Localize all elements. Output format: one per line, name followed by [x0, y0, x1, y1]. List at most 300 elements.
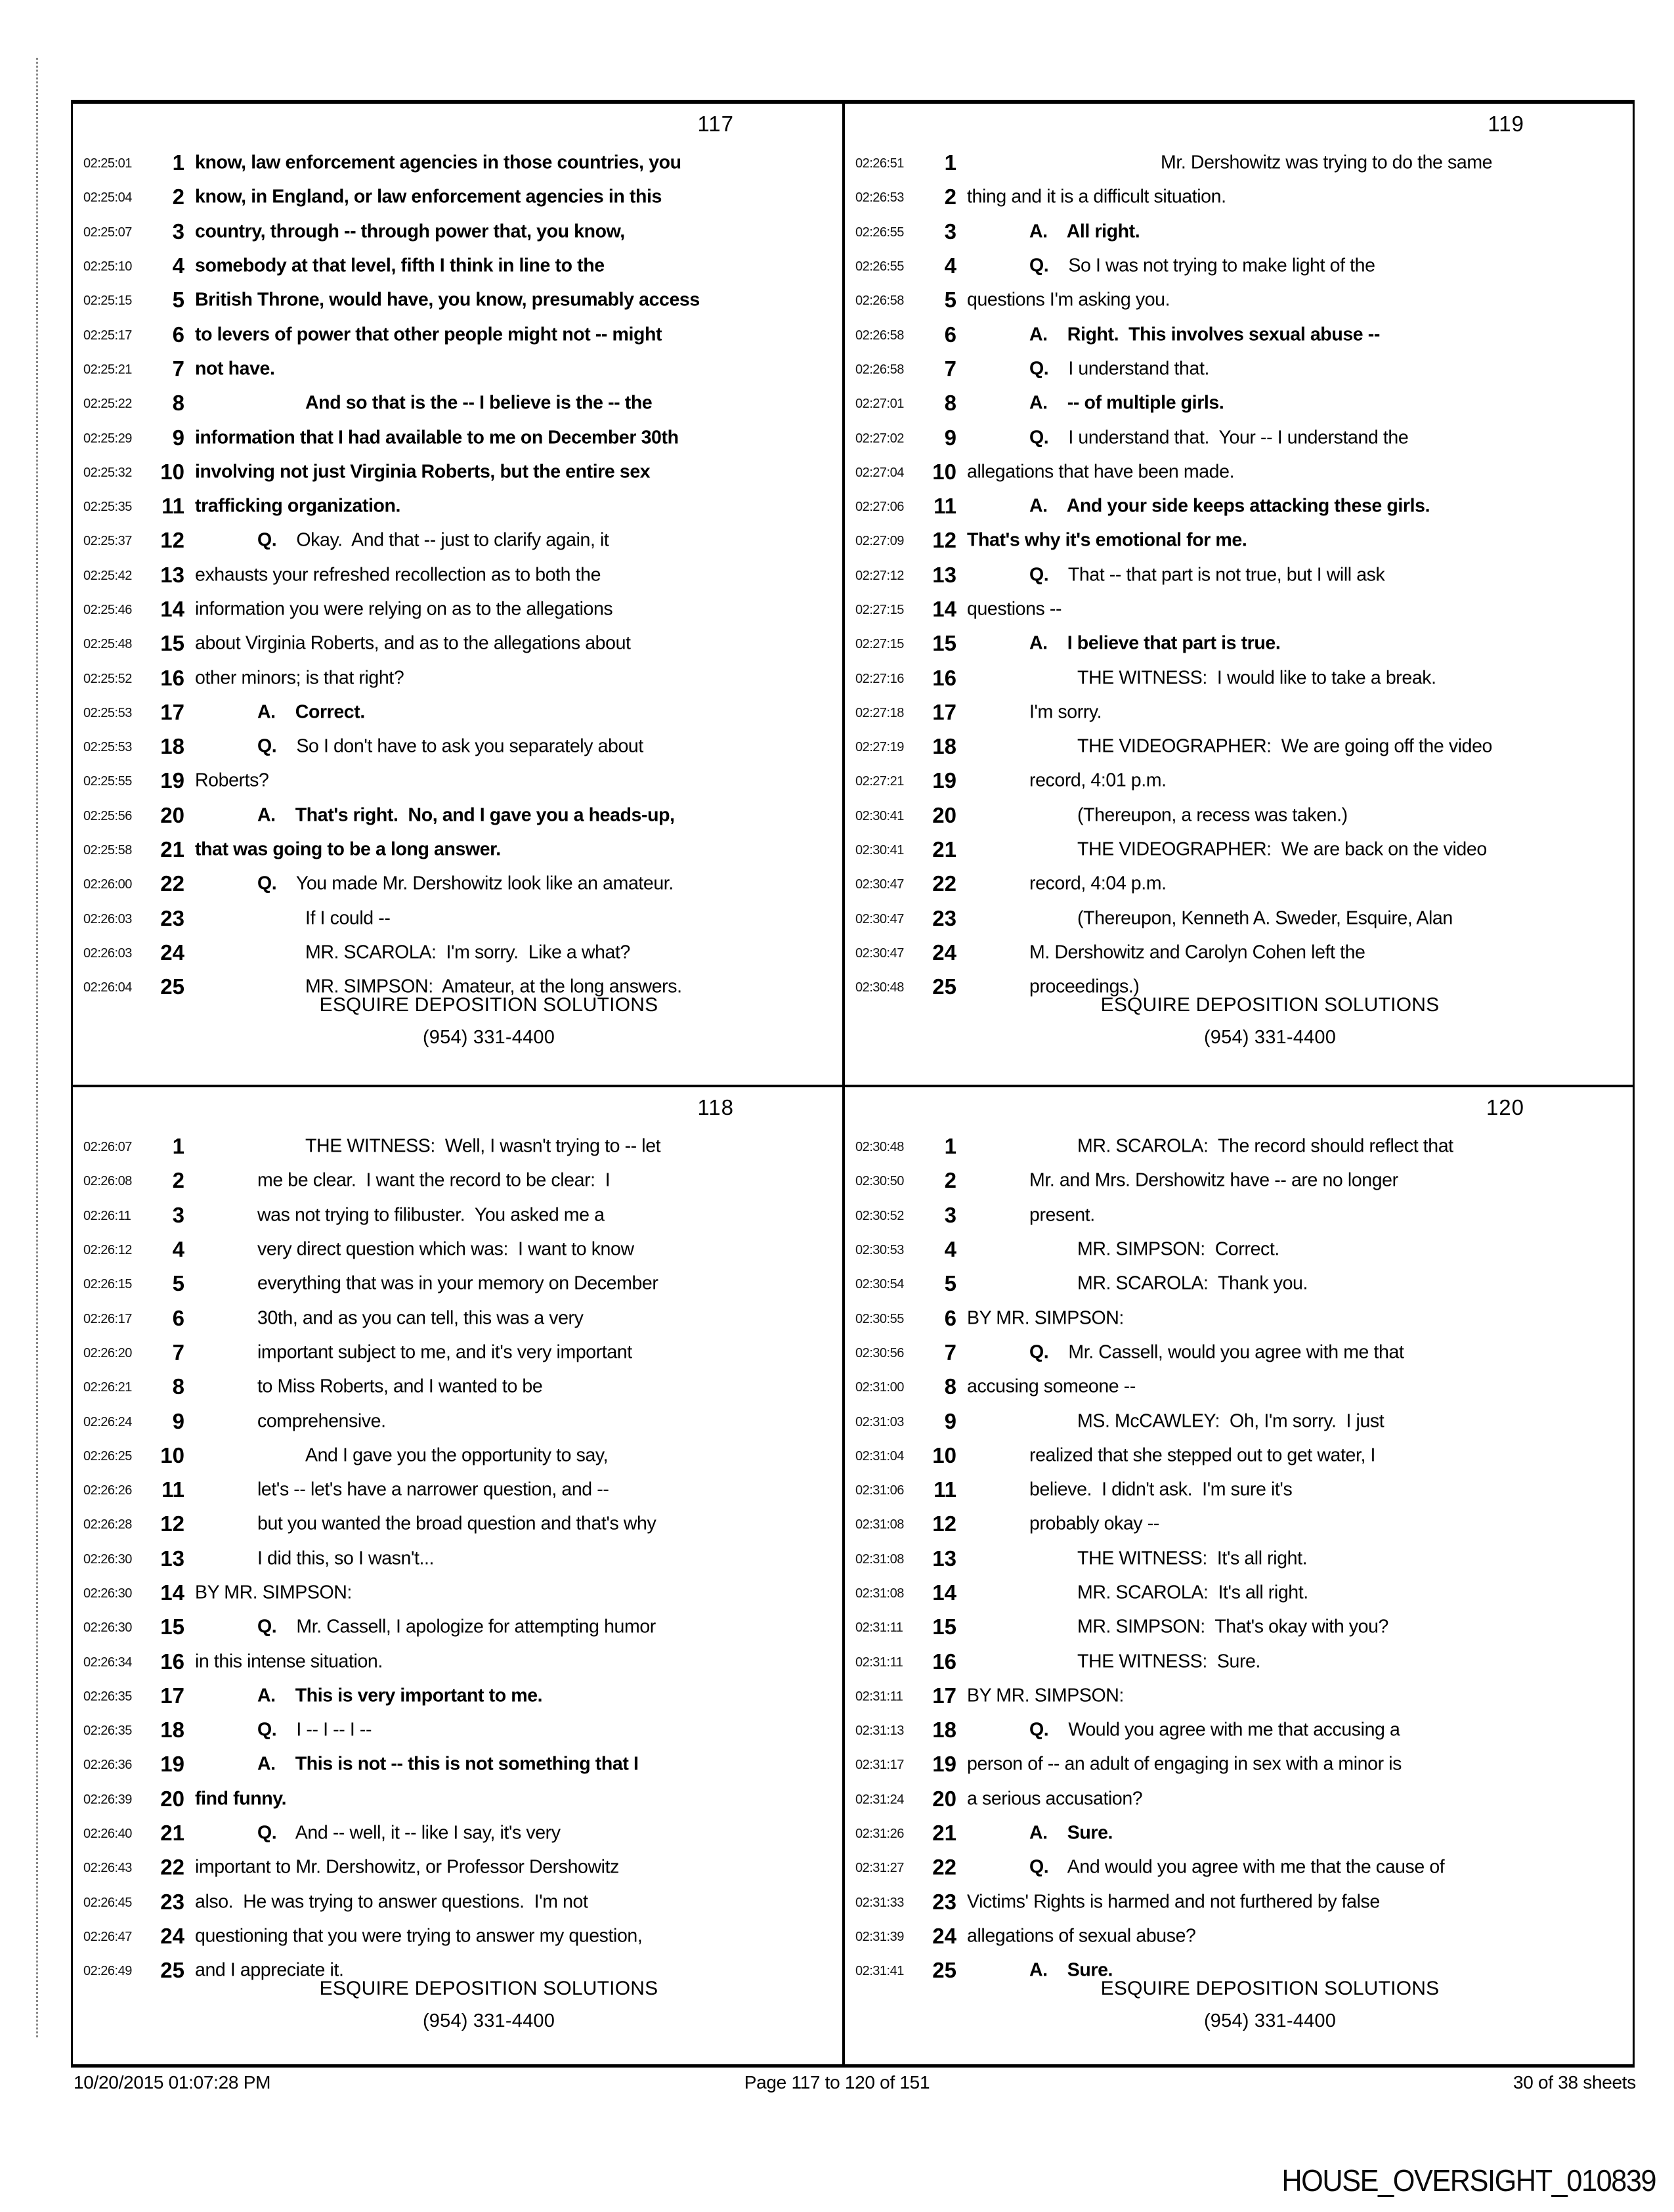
transcript-line	[845, 1404, 1633, 1438]
line-number: 14	[932, 1580, 956, 1605]
line-number: 4	[944, 253, 956, 278]
line-number: 19	[160, 768, 184, 793]
timestamp: 02:26:17	[83, 1311, 132, 1326]
transcript-line	[845, 901, 1633, 936]
transcript-line	[845, 1919, 1633, 1953]
line-number: 23	[932, 905, 956, 930]
line-text: MR. SIMPSON: Correct.	[1077, 1238, 1279, 1260]
line-number: 21	[932, 837, 956, 862]
transcript-line	[73, 1232, 842, 1267]
line-text: MR. SCAROLA: The record should reflect that	[1077, 1135, 1453, 1157]
timestamp: 02:31:24	[855, 1792, 904, 1807]
line-number: 2	[944, 184, 956, 209]
timestamp: 02:25:42	[83, 568, 132, 583]
line-number: 7	[172, 356, 184, 381]
line-text: Q. That -- that part is not true, but I will ask	[1029, 564, 1385, 586]
line-number: 11	[934, 1477, 956, 1502]
line-text: I'm sorry.	[1029, 701, 1102, 723]
line-text: THE WITNESS: Sure.	[1077, 1651, 1261, 1672]
timestamp: 02:30:47	[855, 877, 904, 892]
timestamp: 02:27:12	[855, 568, 904, 583]
transcript-grid	[71, 100, 1635, 2068]
line-text: British Throne, would have, you know, presumably access	[195, 289, 700, 311]
line-text: And I gave you the opportunity to say,	[305, 1444, 609, 1466]
line-text: A. Correct.	[257, 701, 365, 723]
transcript-line	[73, 180, 842, 214]
transcript-line	[73, 420, 842, 454]
transcript-line	[73, 1507, 842, 1541]
line-text: person of -- an adult of engaging in sex with a minor is	[967, 1753, 1402, 1775]
transcript-line	[845, 352, 1633, 386]
transcript-line	[845, 1473, 1633, 1507]
line-text: very direct question which was: I want to know	[257, 1238, 634, 1260]
line-text: BY MR. SIMPSON:	[195, 1582, 352, 1603]
line-number: 6	[944, 1305, 956, 1330]
line-text: (Thereupon, a recess was taken.)	[1077, 804, 1348, 826]
line-text: know, in England, or law enforcement agencies in this	[195, 186, 662, 207]
transcript-line	[73, 764, 842, 798]
line-text: record, 4:04 p.m.	[1029, 873, 1167, 894]
timestamp: 02:30:53	[855, 1242, 904, 1257]
transcript-line	[73, 1816, 842, 1850]
timestamp: 02:31:08	[855, 1586, 904, 1601]
line-text: Q. So I was not trying to make light of the	[1029, 255, 1375, 276]
line-text: Mr. and Mrs. Dershowitz have -- are no longer	[1029, 1169, 1398, 1191]
transcript-line	[73, 215, 842, 249]
transcript-line	[845, 1370, 1633, 1404]
line-text: questions I'm asking you.	[967, 289, 1170, 311]
timestamp: 02:26:24	[83, 1414, 132, 1429]
page-number: 119	[1488, 112, 1524, 136]
transcript-line	[845, 283, 1633, 317]
transcript-line	[845, 1679, 1633, 1713]
line-number: 23	[160, 1889, 184, 1914]
line-number: 14	[160, 597, 184, 621]
transcript-line	[73, 1713, 842, 1747]
line-number: 5	[944, 288, 956, 313]
line-number: 18	[932, 1718, 956, 1743]
transcript-line	[73, 798, 842, 833]
transcript-line	[845, 592, 1633, 626]
timestamp: 02:31:11	[855, 1620, 903, 1636]
line-number: 11	[161, 494, 184, 519]
transcript-line	[73, 283, 842, 317]
line-text: in this intense situation.	[195, 1651, 383, 1672]
line-text: to levers of power that other people might not -- might	[195, 324, 662, 345]
line-number: 7	[944, 1339, 956, 1364]
transcript-line	[845, 1267, 1633, 1301]
timestamp: 02:26:58	[855, 362, 904, 377]
line-number: 1	[944, 1134, 956, 1159]
line-number: 5	[944, 1271, 956, 1296]
transcript-line	[73, 1198, 842, 1232]
line-text: Q. I -- I -- I --	[257, 1719, 372, 1741]
line-number: 18	[160, 1718, 184, 1743]
timestamp: 02:26:35	[83, 1724, 132, 1739]
transcript-line	[73, 455, 842, 489]
line-text: Q. You made Mr. Dershowitz look like an amateur.	[257, 873, 674, 894]
line-number: 7	[172, 1339, 184, 1364]
line-text: Roberts?	[195, 770, 269, 791]
line-text: A. All right.	[1029, 221, 1140, 242]
transcript-line	[73, 1610, 842, 1644]
timestamp: 02:31:08	[855, 1551, 904, 1567]
timestamp: 02:27:02	[855, 431, 904, 446]
timestamp: 02:26:04	[83, 980, 132, 995]
transcript-line	[73, 1747, 842, 1781]
timestamp: 02:26:53	[855, 190, 904, 206]
line-number: 4	[172, 1237, 184, 1262]
line-number: 19	[160, 1752, 184, 1777]
timestamp: 02:26:03	[83, 911, 132, 926]
transcript-line	[845, 867, 1633, 901]
timestamp: 02:26:30	[83, 1551, 132, 1567]
transcript-line	[73, 1404, 842, 1438]
transcript-line	[845, 420, 1633, 454]
transcript-line	[73, 1850, 842, 1884]
line-text: not have.	[195, 358, 275, 380]
line-number: 22	[160, 1855, 184, 1880]
line-text: everything that was in your memory on December	[257, 1272, 658, 1294]
timestamp: 02:31:33	[855, 1895, 904, 1910]
line-text: accusing someone --	[967, 1376, 1136, 1397]
timestamp: 02:26:07	[83, 1140, 132, 1155]
timestamp: 02:30:41	[855, 808, 904, 823]
timestamp: 02:25:53	[83, 740, 132, 755]
transcript-line	[73, 249, 842, 283]
timestamp: 02:30:47	[855, 911, 904, 926]
line-number: 18	[932, 734, 956, 759]
transcript-line	[845, 1610, 1633, 1644]
timestamp: 02:26:12	[83, 1242, 132, 1257]
timestamp: 02:25:04	[83, 190, 132, 206]
transcript-line	[845, 1644, 1633, 1678]
transcript-line	[845, 386, 1633, 420]
timestamp: 02:25:29	[83, 431, 132, 446]
transcript-line	[845, 661, 1633, 695]
transcript-line	[73, 1885, 842, 1919]
vendor-name: ESQUIRE DEPOSITION SOLUTIONS	[319, 994, 658, 1016]
line-text: Q. I understand that. Your -- I understand the	[1029, 427, 1409, 448]
timestamp: 02:26:58	[855, 328, 904, 343]
transcript-line	[845, 1507, 1633, 1541]
timestamp: 02:30:54	[855, 1277, 904, 1292]
line-number: 22	[160, 871, 184, 896]
line-number: 18	[160, 734, 184, 759]
line-number: 24	[932, 940, 956, 965]
timestamp: 02:27:18	[855, 705, 904, 720]
transcript-line	[845, 695, 1633, 729]
timestamp: 02:26:15	[83, 1277, 132, 1292]
line-number: 6	[172, 322, 184, 347]
line-text: that was going to be a long answer.	[195, 838, 501, 860]
timestamp: 02:25:37	[83, 534, 132, 549]
line-text: A. And your side keeps attacking these girls.	[1029, 495, 1430, 517]
transcript-line	[845, 558, 1633, 592]
line-text: A. Sure.	[1029, 1959, 1113, 1981]
timestamp: 02:27:15	[855, 602, 904, 617]
line-text: THE WITNESS: Well, I wasn't trying to -- let	[305, 1135, 661, 1157]
timestamp: 02:26:34	[83, 1655, 132, 1670]
line-number: 15	[160, 1615, 184, 1639]
line-number: 5	[172, 288, 184, 313]
line-text: M. Dershowitz and Carolyn Cohen left the	[1029, 942, 1365, 963]
transcript-line	[73, 146, 842, 180]
line-number: 3	[172, 219, 184, 244]
line-text: country, through -- through power that, you know,	[195, 221, 625, 242]
transcript-page-120	[845, 1087, 1633, 2064]
transcript-line	[73, 1163, 842, 1198]
timestamp: 02:26:08	[83, 1174, 132, 1189]
line-number: 10	[932, 1442, 956, 1467]
transcript-line	[845, 1782, 1633, 1816]
transcript-line	[845, 317, 1633, 351]
timestamp: 02:30:47	[855, 945, 904, 961]
line-number: 20	[932, 802, 956, 827]
line-number: 23	[932, 1889, 956, 1914]
line-number: 15	[932, 1615, 956, 1639]
transcript-line	[73, 1301, 842, 1335]
line-text: record, 4:01 p.m.	[1029, 770, 1167, 791]
line-text: That's why it's emotional for me.	[967, 529, 1247, 551]
transcript-line	[73, 558, 842, 592]
line-number: 10	[932, 459, 956, 484]
page-number: 120	[1486, 1095, 1524, 1119]
transcript-page-118	[73, 1087, 842, 2064]
timestamp: 02:31:08	[855, 1517, 904, 1532]
transcript-line	[73, 695, 842, 729]
line-number: 6	[172, 1305, 184, 1330]
transcript-line	[73, 489, 842, 523]
line-text: questioning that you were trying to answer my question,	[195, 1925, 643, 1947]
line-text: important subject to me, and it's very important	[257, 1341, 632, 1363]
line-text: THE WITNESS: I would like to take a break.	[1077, 667, 1436, 689]
line-number: 23	[160, 905, 184, 930]
transcript-line	[845, 798, 1633, 833]
timestamp: 02:25:53	[83, 705, 132, 720]
line-text: A. This is not -- this is not something that I	[257, 1753, 639, 1775]
transcript-line	[845, 523, 1633, 557]
transcript-line	[845, 1747, 1633, 1781]
line-number: 11	[161, 1477, 184, 1502]
transcript-line	[845, 1335, 1633, 1370]
timestamp: 02:30:56	[855, 1345, 904, 1360]
transcript-line	[845, 455, 1633, 489]
line-text: THE WITNESS: It's all right.	[1077, 1548, 1308, 1569]
vendor-name: ESQUIRE DEPOSITION SOLUTIONS	[1100, 994, 1440, 1016]
line-text: let's -- let's have a narrower question, and --	[257, 1479, 609, 1500]
timestamp: 02:26:03	[83, 945, 132, 961]
timestamp: 02:30:48	[855, 980, 904, 995]
timestamp: 02:31:13	[855, 1724, 904, 1739]
line-text: THE VIDEOGRAPHER: We are back on the video	[1077, 838, 1487, 860]
line-number: 4	[944, 1237, 956, 1262]
transcript-line	[845, 146, 1633, 180]
timestamp: 02:31:03	[855, 1414, 904, 1429]
timestamp: 02:27:15	[855, 637, 904, 652]
vendor-phone: (954) 331-4400	[1203, 1027, 1337, 1048]
transcript-line	[73, 936, 842, 970]
line-number: 24	[160, 1923, 184, 1948]
transcript-page-119	[845, 104, 1633, 1085]
line-number: 24	[932, 1923, 956, 1948]
line-text: proceedings.)	[1029, 976, 1140, 997]
line-text: other minors; is that right?	[195, 667, 404, 689]
transcript-line	[845, 249, 1633, 283]
timestamp: 02:26:26	[83, 1483, 132, 1498]
transcript-line	[845, 1542, 1633, 1576]
line-number: 2	[172, 184, 184, 209]
line-number: 22	[932, 1855, 956, 1880]
transcript-line	[73, 729, 842, 764]
transcript-line	[73, 833, 842, 867]
line-text: about Virginia Roberts, and as to the allegations about	[195, 632, 631, 654]
line-number: 15	[932, 631, 956, 656]
vendor-phone: (954) 331-4400	[422, 2010, 555, 2031]
transcript-line	[845, 1439, 1633, 1473]
transcript-lines	[845, 1129, 1633, 1987]
line-number: 1	[172, 150, 184, 175]
transcript-line	[73, 1439, 842, 1473]
line-text: Q. And -- well, it -- like I say, it's very	[257, 1822, 561, 1844]
timestamp: 02:25:21	[83, 362, 132, 377]
timestamp: 02:26:43	[83, 1861, 132, 1876]
bates-stamp: HOUSE_OVERSIGHT_010839	[1281, 2163, 1656, 2198]
line-number: 6	[944, 322, 956, 347]
line-text: A. Sure.	[1029, 1822, 1113, 1844]
transcript-line	[845, 1885, 1633, 1919]
line-text: A. I believe that part is true.	[1029, 632, 1281, 654]
line-number: 13	[932, 1546, 956, 1571]
line-number: 20	[160, 1786, 184, 1811]
transcript-line	[73, 626, 842, 661]
timestamp: 02:27:01	[855, 397, 904, 412]
timestamp: 02:25:48	[83, 637, 132, 652]
line-text: Mr. Dershowitz was trying to do the same	[1161, 152, 1493, 173]
line-number: 25	[932, 974, 956, 999]
transcript-line	[73, 661, 842, 695]
line-number: 13	[160, 562, 184, 587]
line-number: 1	[172, 1134, 184, 1159]
line-number: 10	[160, 459, 184, 484]
line-text: BY MR. SIMPSON:	[967, 1685, 1124, 1706]
line-text: I did this, so I wasn't...	[257, 1548, 435, 1569]
line-number: 12	[160, 528, 184, 553]
line-number: 8	[944, 1374, 956, 1399]
timestamp: 02:25:01	[83, 156, 132, 171]
line-number: 12	[932, 1511, 956, 1536]
line-text: allegations of sexual abuse?	[967, 1925, 1196, 1947]
transcript-line	[845, 489, 1633, 523]
timestamp: 02:25:07	[83, 225, 132, 240]
line-number: 9	[172, 1408, 184, 1433]
timestamp: 02:25:32	[83, 465, 132, 480]
timestamp: 02:31:26	[855, 1826, 904, 1841]
timestamp: 02:26:58	[855, 293, 904, 309]
line-text: Q. So I don't have to ask you separately about	[257, 735, 643, 757]
line-number: 3	[944, 219, 956, 244]
timestamp: 02:25:10	[83, 259, 132, 274]
line-number: 4	[172, 253, 184, 278]
line-text: a serious accusation?	[967, 1788, 1143, 1810]
line-text: know, law enforcement agencies in those countries, you	[195, 152, 681, 173]
vendor-name: ESQUIRE DEPOSITION SOLUTIONS	[319, 1978, 658, 1999]
line-number: 14	[160, 1580, 184, 1605]
line-text: Victims' Rights is harmed and not furthered by false	[967, 1891, 1380, 1913]
line-text: but you wanted the broad question and that's why	[257, 1513, 656, 1534]
timestamp: 02:25:46	[83, 602, 132, 617]
line-number: 21	[160, 1821, 184, 1846]
line-text: Q. Okay. And that -- just to clarify again, it	[257, 529, 609, 551]
line-text: me be clear. I want the record to be clear: I	[257, 1169, 611, 1191]
line-text: Q. Mr. Cassell, would you agree with me that	[1029, 1341, 1404, 1363]
timestamp: 02:26:47	[83, 1929, 132, 1944]
timestamp: 02:26:51	[855, 156, 904, 171]
transcript-line	[73, 1335, 842, 1370]
page-number: 118	[697, 1095, 734, 1119]
timestamp: 02:30:55	[855, 1311, 904, 1326]
line-number: 2	[944, 1168, 956, 1193]
line-text: and I appreciate it.	[195, 1959, 344, 1981]
line-number: 24	[160, 940, 184, 965]
line-text: MR. SCAROLA: It's all right.	[1077, 1582, 1308, 1603]
transcript-line	[73, 1919, 842, 1953]
timestamp: 02:27:16	[855, 671, 904, 686]
line-text: exhausts your refreshed recollection as to both the	[195, 564, 601, 586]
line-text: Q. Would you agree with me that accusing a	[1029, 1719, 1400, 1741]
line-number: 8	[172, 391, 184, 416]
transcript-line	[73, 523, 842, 557]
line-number: 10	[160, 1442, 184, 1467]
line-text: Q. And would you agree with me that the cause of	[1029, 1856, 1445, 1878]
timestamp: 02:25:17	[83, 328, 132, 343]
transcript-line	[73, 1782, 842, 1816]
timestamp: 02:27:09	[855, 534, 904, 549]
scan-artifact-dotted-line	[36, 58, 38, 2037]
vendor-phone: (954) 331-4400	[422, 1027, 555, 1048]
line-number: 3	[944, 1202, 956, 1227]
line-text: questions --	[967, 598, 1062, 620]
line-number: 21	[932, 1821, 956, 1846]
timestamp: 02:26:55	[855, 225, 904, 240]
line-number: 2	[172, 1168, 184, 1193]
line-number: 20	[160, 802, 184, 827]
transcript-line	[845, 1129, 1633, 1163]
timestamp: 02:30:50	[855, 1174, 904, 1189]
transcript-line	[73, 1267, 842, 1301]
line-number: 13	[932, 562, 956, 587]
line-number: 20	[932, 1786, 956, 1811]
line-number: 13	[160, 1546, 184, 1571]
transcript-line	[73, 386, 842, 420]
line-number: 16	[932, 1649, 956, 1674]
timestamp: 02:31:39	[855, 1929, 904, 1944]
line-number: 21	[160, 837, 184, 862]
line-text: probably okay --	[1029, 1513, 1159, 1534]
transcript-page-117	[73, 104, 842, 1085]
line-number: 8	[944, 391, 956, 416]
line-number: 17	[932, 699, 956, 724]
transcript-lines	[73, 1129, 842, 1987]
line-text: information that I had available to me on December 30th	[195, 427, 679, 448]
transcript-line	[73, 592, 842, 626]
line-text: realized that she stepped out to get water, I	[1029, 1444, 1376, 1466]
line-text: 30th, and as you can tell, this was a very	[257, 1307, 584, 1329]
line-number: 25	[932, 1958, 956, 1983]
timestamp: 02:27:04	[855, 465, 904, 480]
transcript-line	[845, 1576, 1633, 1610]
timestamp: 02:26:00	[83, 877, 132, 892]
